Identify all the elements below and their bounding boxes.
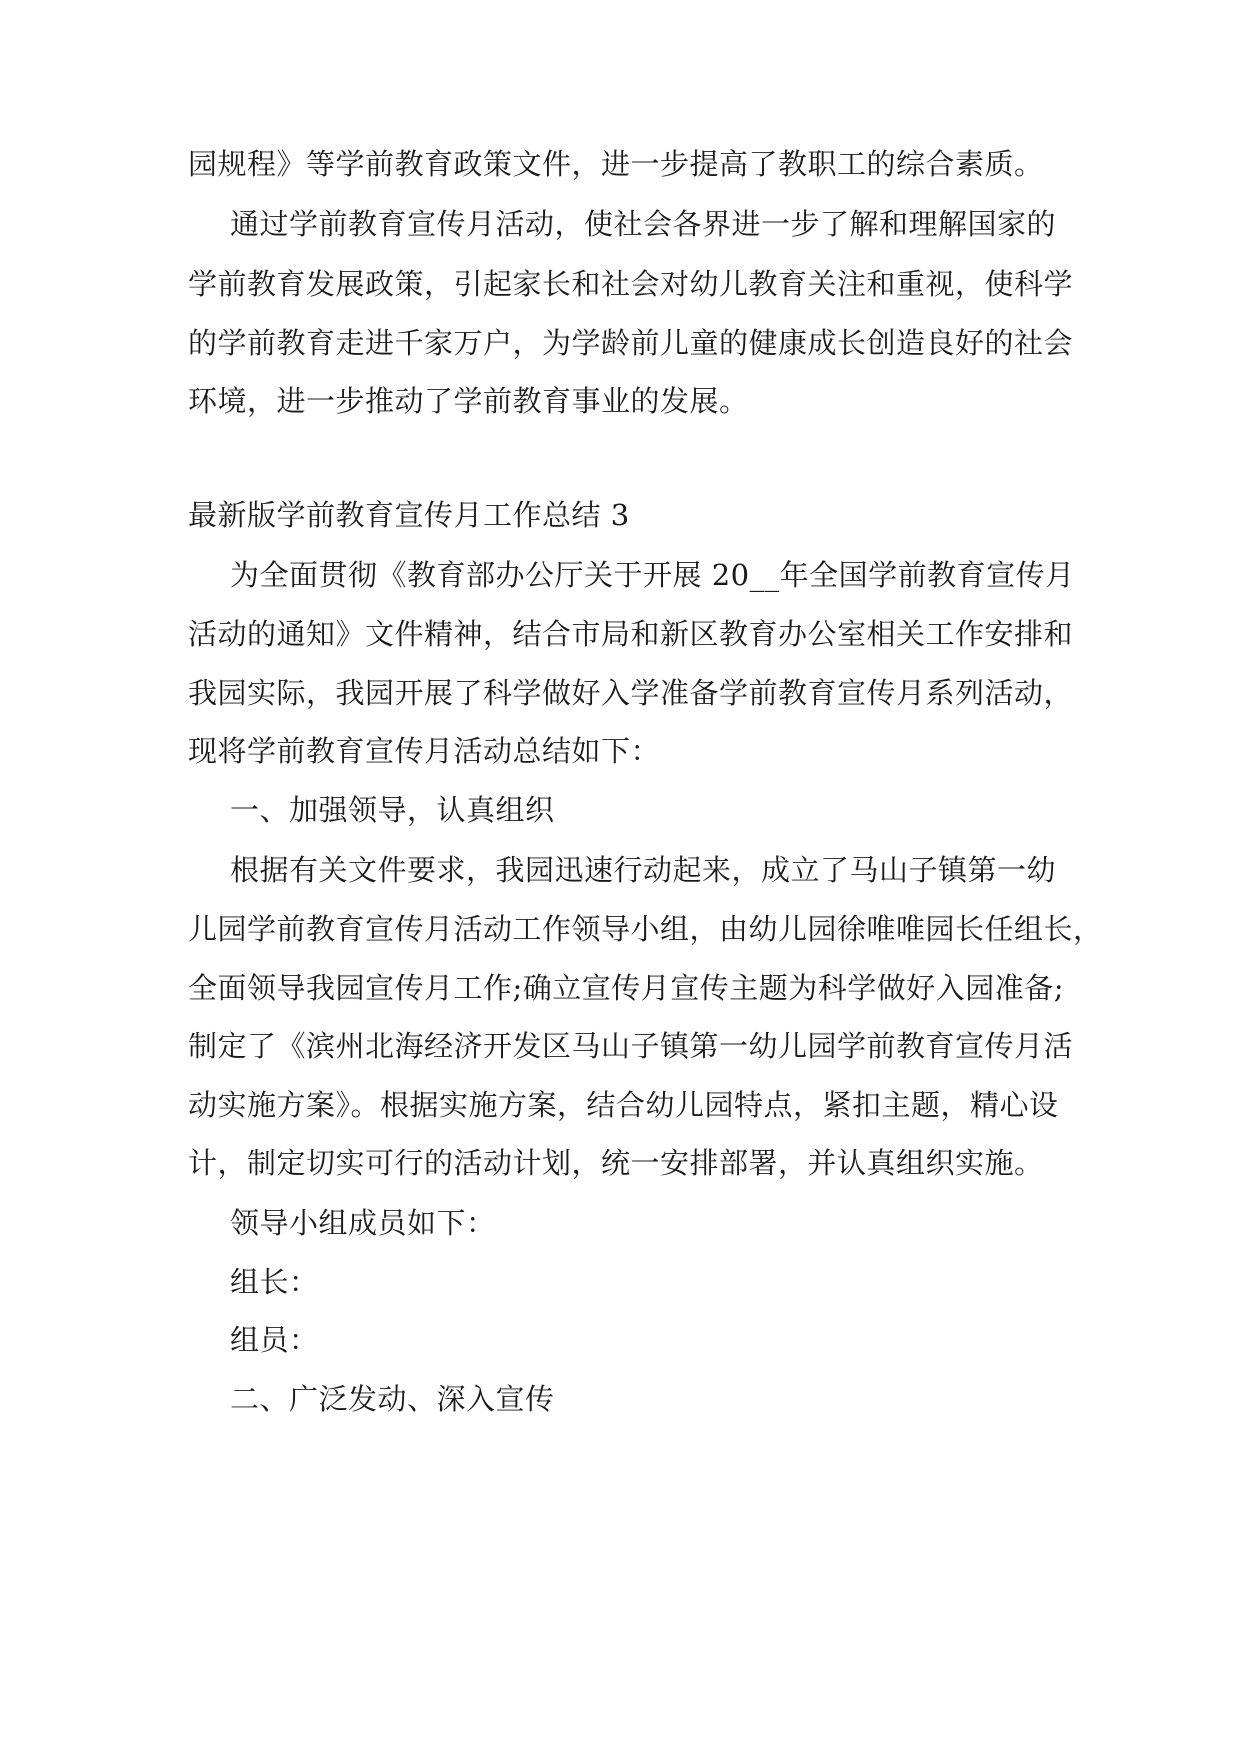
paragraph-line: 我园实际，我园开展了科学做好入学准备学前教育宣传月系列活动， [188, 676, 1074, 710]
paragraph-line: 儿园学前教育宣传月活动工作领导小组，由幼儿园徐唯唯园长任组长， [188, 912, 1103, 946]
subheading: 一、加强领导，认真组织 [230, 793, 555, 827]
paragraph-line: 通过学前教育宣传月活动，使社会各界进一步了解和理解国家的 [230, 207, 1057, 241]
subheading: 二、广泛发动、深入宣传 [230, 1382, 555, 1416]
paragraph-line: 组长： [230, 1265, 319, 1299]
paragraph-line: 环境，进一步推动了学前教育事业的发展。 [188, 384, 749, 418]
paragraph-line: 根据有关文件要求，我园迅速行动起来，成立了马山子镇第一幼 [230, 853, 1057, 887]
paragraph-line: 领导小组成员如下： [230, 1206, 496, 1240]
paragraph-line: 制定了《滨州北海经济开发区马山子镇第一幼儿园学前教育宣传月活 [188, 1029, 1074, 1063]
paragraph-line: 动实施方案》。根据实施方案，结合幼儿园特点，紧扣主题，精心设 [188, 1088, 1059, 1122]
paragraph-line: 园规程》等学前教育政策文件，进一步提高了教职工的综合素质。 [188, 147, 1044, 181]
paragraph-line: 的学前教育走进千家万户，为学龄前儿童的健康成长创造良好的社会 [188, 326, 1074, 360]
paragraph-line: 学前教育发展政策，引起家长和社会对幼儿教育关注和重视，使科学 [188, 267, 1074, 301]
paragraph-line: 全面领导我园宣传月工作;确立宣传月宣传主题为科学做好入园准备; [188, 971, 1065, 1005]
paragraph-line: 组员： [230, 1323, 319, 1357]
paragraph-line: 为全面贯彻《教育部办公厅关于开展 20__年全国学前教育宣传月 [230, 558, 1075, 592]
section-title: 最新版学前教育宣传月工作总结 3 [188, 498, 630, 532]
paragraph-line: 计，制定切实可行的活动计划，统一安排部署，并认真组织实施。 [188, 1146, 1044, 1180]
paragraph-line: 现将学前教育宣传月活动总结如下： [188, 734, 661, 768]
paragraph-line: 活动的通知》文件精神，结合市局和新区教育办公室相关工作安排和 [188, 617, 1074, 651]
